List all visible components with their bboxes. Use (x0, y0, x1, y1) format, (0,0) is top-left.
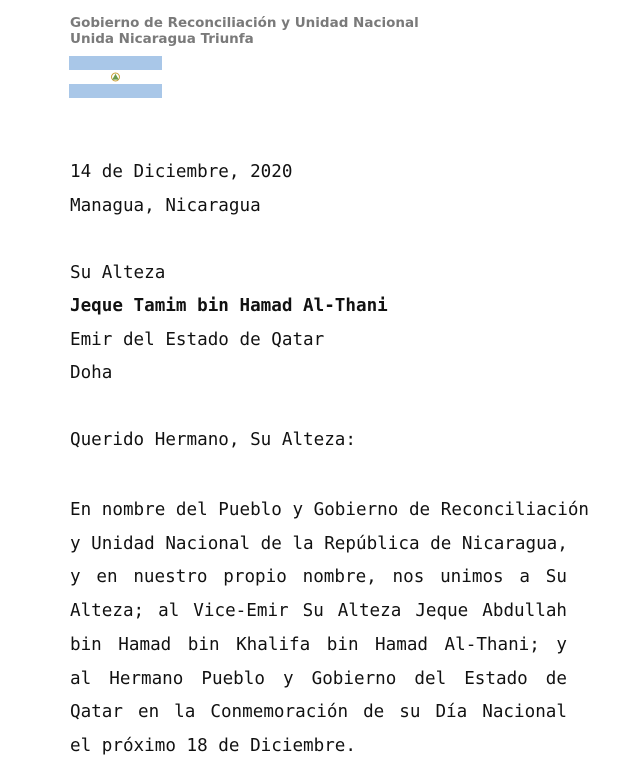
recipient-title: Emir del Estado de Qatar (70, 330, 325, 350)
letter-place: Managua, Nicaragua (70, 196, 261, 216)
body-paragraph (70, 494, 590, 764)
body-line: el próximo 18 de Diciembre. (70, 735, 356, 756)
salutation: Querido Hermano, Su Alteza: (70, 430, 356, 450)
body-line: bin Hamad bin Khalifa bin Hamad Al-Thani; y (70, 634, 567, 655)
letterhead-government-name: Gobierno de Reconciliación y Unidad Nacional (70, 15, 419, 31)
body-line: Qatar en la Conmemoración de su Día Nacional (70, 702, 567, 723)
body-line: al Hermano Pueblo y Gobierno del Estado de (70, 668, 567, 689)
letterhead (70, 15, 419, 47)
letter-date: 14 de Diciembre, 2020 (70, 162, 293, 182)
body-line: y Unidad Nacional de la República de Nicaragua, (70, 533, 568, 554)
body-line: En nombre del Pueblo y Gobierno de Reconciliación (70, 500, 590, 520)
recipient-name: Jeque Tamim bin Hamad Al-Thani (70, 296, 388, 316)
recipient-city: Doha (70, 363, 113, 383)
nicaragua-flag-icon (69, 56, 162, 98)
recipient-honorific: Su Alteza (70, 263, 166, 283)
body-line: Alteza; al Vice-Emir Su Alteza Jeque Abdullah (70, 601, 567, 622)
body-line: y en nuestro propio nombre, nos unimos a Su (70, 567, 567, 588)
letterhead-slogan: Unida Nicaragua Triunfa (70, 31, 254, 47)
